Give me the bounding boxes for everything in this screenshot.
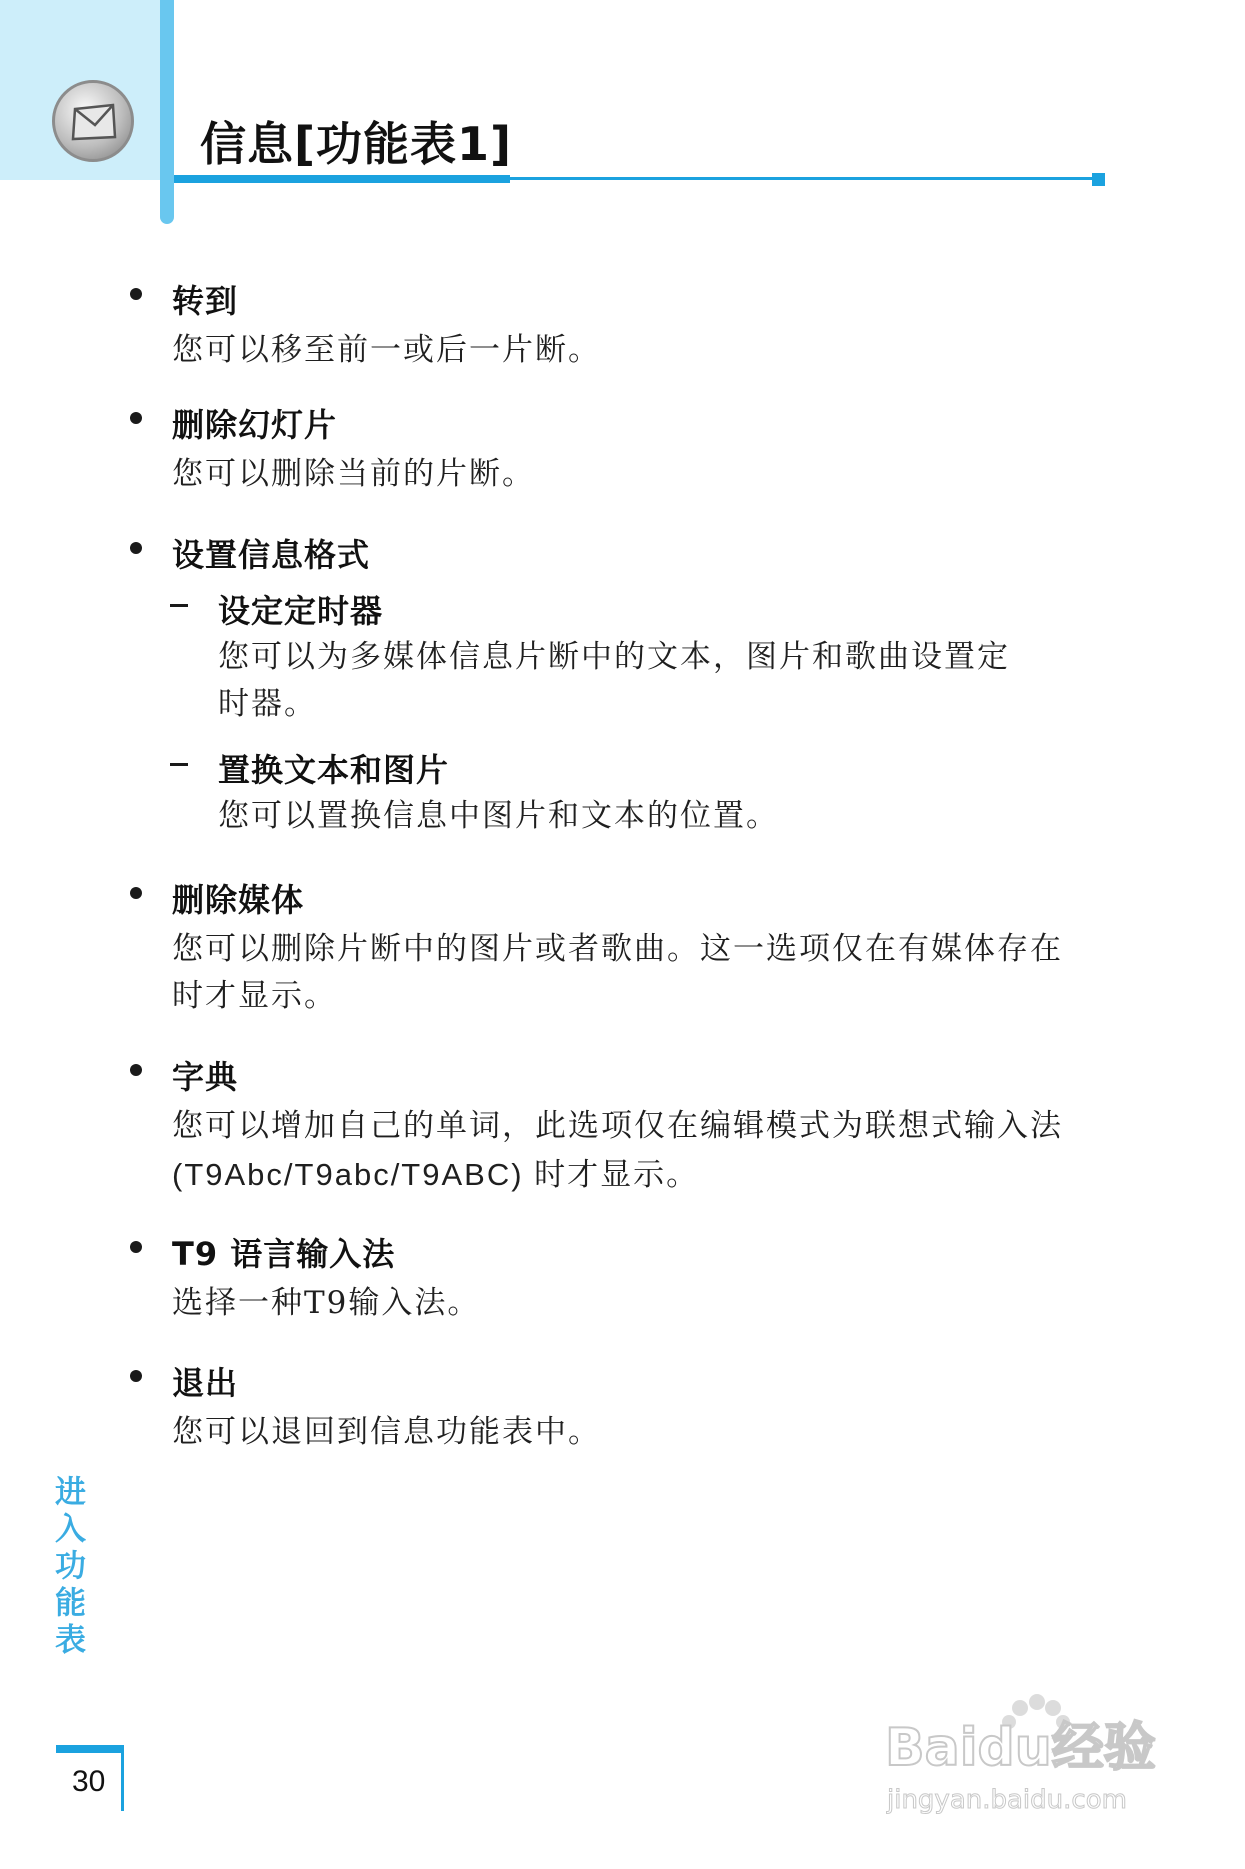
item-heading: 删除媒体	[172, 881, 305, 919]
title-rule	[510, 177, 1098, 180]
side-section-label: 进入功能表	[49, 1475, 85, 1660]
item-heading: 字典	[172, 1058, 239, 1096]
bullet-icon	[130, 887, 142, 899]
item-description: 选择一种T9输入法。	[172, 1285, 481, 1321]
bullet-icon	[130, 1241, 142, 1253]
title-rule-end	[1092, 173, 1105, 186]
subitem-description: 时器。	[218, 686, 317, 722]
item-description: 您可以移至前一或后一片断。	[172, 332, 601, 368]
baidu-watermark-logo	[885, 1690, 1175, 1824]
dash-icon	[170, 763, 188, 766]
item-heading: 删除幻灯片	[172, 406, 338, 444]
item-heading: T9 语言输入法	[172, 1235, 396, 1273]
bullet-icon	[130, 1370, 142, 1382]
envelope-icon	[52, 80, 134, 162]
item-description: (T9Abc/T9abc/T9ABC) 时才显示。	[172, 1157, 700, 1192]
page-number: 30	[72, 1765, 106, 1798]
item-heading: 转到	[172, 282, 239, 320]
item-heading: 退出	[172, 1364, 239, 1402]
dash-icon	[170, 604, 188, 607]
page-number-bracket	[121, 1753, 124, 1811]
watermark-url: jingyan.baidu.com	[887, 1785, 1127, 1815]
subitem-heading: 设定定时器	[218, 592, 384, 630]
item-description: 您可以退回到信息功能表中。	[172, 1414, 601, 1450]
page-title: 信息[功能表1]	[200, 117, 513, 171]
item-heading: 设置信息格式	[172, 536, 371, 574]
title-underline	[174, 175, 510, 183]
item-description: 您可以删除当前的片断。	[172, 456, 535, 492]
subitem-heading: 置换文本和图片	[218, 751, 450, 789]
subitem-description: 您可以为多媒体信息片断中的文本，图片和歌曲设置定	[218, 639, 1010, 675]
item-description: 您可以删除片断中的图片或者歌曲。这一选项仅在有媒体存在	[172, 931, 1063, 967]
bullet-icon	[130, 1064, 142, 1076]
watermark-text: Baidu经验	[885, 1718, 1156, 1778]
subitem-description: 您可以置换信息中图片和文本的位置。	[218, 798, 779, 834]
item-description: 时才显示。	[172, 978, 337, 1014]
bullet-icon	[130, 412, 142, 424]
corner-rule	[160, 0, 174, 224]
item-description: 您可以增加自己的单词，此选项仅在编辑模式为联想式输入法	[172, 1108, 1063, 1144]
page-number-bar	[56, 1745, 124, 1753]
bullet-icon	[130, 288, 142, 300]
bullet-icon	[130, 542, 142, 554]
